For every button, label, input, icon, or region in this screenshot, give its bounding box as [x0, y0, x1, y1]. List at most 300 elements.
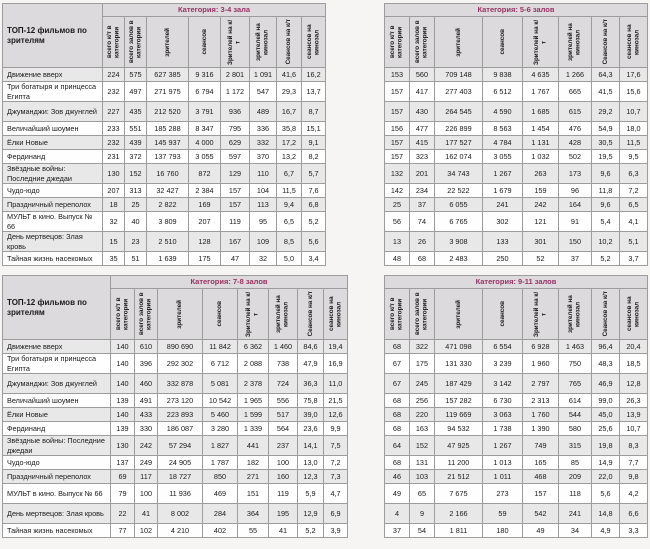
film-row: [3, 136, 326, 150]
data-cell: 4 784: [482, 136, 522, 150]
data-cell: 26: [409, 232, 434, 252]
data-cell: 12,6: [324, 408, 348, 422]
data-cell: 23: [125, 232, 147, 252]
film-row: [384, 436, 647, 456]
column-header-label: зрителей на кинозал: [275, 295, 290, 333]
data-cell: 119 669: [434, 408, 482, 422]
column-header-label: сеансов на кинозал: [327, 296, 343, 332]
data-cell: 9,5: [619, 150, 647, 164]
data-cell: 187 429: [434, 374, 482, 394]
data-cell: 1 011: [482, 470, 522, 484]
film-row: [384, 164, 647, 184]
data-cell: 4 635: [522, 68, 558, 82]
data-cell: 850: [203, 470, 238, 484]
column-header-label: зрителей: [454, 27, 462, 57]
data-cell: 41,6: [277, 68, 302, 82]
data-cell: 157: [522, 484, 558, 504]
data-cell: 250: [482, 252, 522, 266]
data-cell: 4,9: [591, 524, 619, 538]
column-header-label: сеансов на кинозал: [625, 24, 641, 60]
data-cell: 19,4: [324, 340, 348, 354]
film-name: Фердинанд: [3, 422, 111, 436]
data-cell: 2 801: [221, 68, 250, 82]
data-cell: 315: [558, 436, 591, 456]
data-cell: 302: [482, 212, 522, 232]
data-cell: 3,4: [302, 252, 326, 266]
column-header-label: Зрителей на к/т: [227, 19, 242, 65]
data-cell: 140: [111, 340, 135, 354]
data-cell: 709 148: [434, 68, 482, 82]
data-cell: 19,5: [591, 150, 619, 164]
column-header: [158, 289, 203, 340]
data-cell: 2 510: [147, 232, 189, 252]
column-header-label: всего залов в категории: [414, 20, 429, 64]
data-cell: 68: [384, 456, 409, 470]
column-header: [238, 289, 269, 340]
data-cell: 12,9: [298, 504, 324, 524]
data-cell: 39,0: [298, 408, 324, 422]
film-row: [384, 232, 647, 252]
data-cell: 1 172: [221, 82, 250, 102]
data-cell: 133: [482, 232, 522, 252]
column-header-label: сеансов: [216, 301, 224, 327]
data-cell: 137: [111, 456, 135, 470]
data-cell: 12,3: [298, 470, 324, 484]
column-header-label: Сеансов на к/т: [601, 19, 609, 65]
data-cell: 3,3: [619, 524, 647, 538]
film-row: [3, 374, 348, 394]
data-cell: 15: [103, 232, 125, 252]
data-cell: 14,9: [591, 456, 619, 470]
data-cell: 332 878: [158, 374, 203, 394]
data-cell: 75,8: [298, 394, 324, 408]
data-cell: 273 120: [158, 394, 203, 408]
data-cell: 724: [269, 374, 298, 394]
data-cell: 74: [409, 212, 434, 232]
film-row: [3, 484, 348, 504]
data-cell: 3 055: [482, 150, 522, 164]
data-cell: 152: [125, 164, 147, 184]
data-cell: 142: [384, 184, 409, 198]
data-cell: 47,9: [298, 354, 324, 374]
data-cell: 128: [189, 232, 221, 252]
data-cell: 3 908: [434, 232, 482, 252]
data-cell: 159: [522, 184, 558, 198]
column-header: [298, 289, 324, 340]
film-name: Фердинанд: [3, 150, 103, 164]
data-cell: 54: [409, 524, 434, 538]
column-header: [434, 17, 482, 68]
data-cell: 47: [221, 252, 250, 266]
data-cell: 68: [409, 252, 434, 266]
data-cell: 435: [125, 102, 147, 122]
data-cell: 35: [103, 252, 125, 266]
film-row: [3, 470, 348, 484]
data-cell: 32: [250, 252, 277, 266]
data-cell: 242: [135, 436, 158, 456]
data-cell: 2 166: [434, 504, 482, 524]
film-row: [384, 150, 647, 164]
column-header-label: Сеансов на к/т: [306, 291, 314, 337]
film-row: [3, 164, 326, 184]
data-cell: 30,5: [591, 136, 619, 150]
data-cell: 18: [103, 198, 125, 212]
category-label: Категория: 3-4 зала: [103, 4, 326, 17]
column-header-label: всего к/т в категории: [105, 25, 121, 59]
data-cell: 67: [384, 374, 409, 394]
film-name: Праздничный переполох: [3, 470, 111, 484]
column-header-label: всего к/т в категории: [389, 297, 404, 331]
film-row: [384, 354, 647, 374]
data-cell: 6,8: [302, 198, 326, 212]
data-cell: 1 738: [482, 422, 522, 436]
data-cell: 226 899: [434, 122, 482, 136]
data-cell: 100: [135, 484, 158, 504]
data-cell: 11,8: [591, 184, 619, 198]
data-cell: 10,7: [619, 102, 647, 122]
data-cell: 131 330: [434, 354, 482, 374]
column-header-label: Сеансов на к/т: [601, 291, 609, 337]
film-row: [3, 354, 348, 374]
data-cell: 25: [125, 198, 147, 212]
data-cell: 9,9: [324, 422, 348, 436]
data-cell: 1 463: [558, 340, 591, 354]
data-cell: 17,6: [619, 68, 647, 82]
data-cell: 629: [221, 136, 250, 150]
film-name: МУЛЬТ в кино. Выпуск № 66: [3, 212, 103, 232]
column-header-label: зрителей на кинозал: [567, 23, 582, 61]
data-cell: 738: [269, 354, 298, 374]
data-cell: 2 483: [434, 252, 482, 266]
film-row: [384, 122, 647, 136]
data-cell: 220: [409, 408, 434, 422]
data-cell: 224: [103, 68, 125, 82]
film-row: [384, 252, 647, 266]
data-cell: 157: [221, 198, 250, 212]
column-header-label: сеансов: [498, 301, 506, 327]
data-cell: 1 032: [522, 150, 558, 164]
data-cell: 5,0: [277, 252, 302, 266]
data-cell: 502: [558, 150, 591, 164]
data-cell: 245: [409, 374, 434, 394]
data-cell: 9: [409, 504, 434, 524]
data-cell: 49: [384, 484, 409, 504]
data-cell: 160: [269, 470, 298, 484]
film-name: Джуманджи: Зов джунглей: [3, 102, 103, 122]
film-row: [384, 212, 647, 232]
table-category-9-11-halls: [384, 275, 648, 538]
data-cell: 301: [522, 232, 558, 252]
data-cell: 6 362: [238, 340, 269, 354]
film-name: Звёздные войны: Последние джедаи: [3, 436, 111, 456]
data-cell: 68: [384, 340, 409, 354]
film-row: [384, 456, 647, 470]
data-cell: 150: [558, 232, 591, 252]
data-cell: 207: [103, 184, 125, 198]
data-cell: 6 712: [203, 354, 238, 374]
data-cell: 284: [203, 504, 238, 524]
film-row: [384, 504, 647, 524]
data-cell: 765: [558, 374, 591, 394]
data-cell: 489: [250, 102, 277, 122]
data-cell: 139: [111, 394, 135, 408]
data-cell: 14,1: [298, 436, 324, 456]
data-cell: 9 838: [482, 68, 522, 82]
data-cell: 157: [384, 82, 409, 102]
data-cell: 263: [522, 164, 558, 184]
column-header: [482, 17, 522, 68]
data-cell: 6 512: [482, 82, 522, 102]
data-cell: 65: [409, 484, 434, 504]
data-cell: 41: [135, 504, 158, 524]
column-header: [434, 289, 482, 340]
data-cell: 242: [522, 198, 558, 212]
film-name: Тайная жизнь насекомых: [3, 524, 111, 538]
data-cell: 17,2: [277, 136, 302, 150]
film-name: Ёлки Новые: [3, 136, 103, 150]
data-cell: 15,6: [619, 82, 647, 102]
column-header: [221, 17, 250, 68]
column-header: [409, 289, 434, 340]
category-row: [3, 4, 326, 17]
data-cell: 890 690: [158, 340, 203, 354]
data-cell: 9,4: [277, 198, 302, 212]
column-header: [324, 289, 348, 340]
data-cell: 186 087: [158, 422, 203, 436]
data-cell: 292 302: [158, 354, 203, 374]
data-cell: 46,9: [591, 374, 619, 394]
data-cell: 140: [111, 374, 135, 394]
data-cell: 180: [482, 524, 522, 538]
data-cell: 5,9: [298, 484, 324, 504]
data-cell: 2 384: [189, 184, 221, 198]
data-cell: 151: [238, 484, 269, 504]
data-cell: 8,5: [277, 232, 302, 252]
category-label: Категория: 9-11 залов: [384, 276, 647, 289]
data-cell: 21,5: [324, 394, 348, 408]
data-cell: 8 002: [158, 504, 203, 524]
data-cell: 140: [111, 408, 135, 422]
data-cell: 110: [250, 164, 277, 184]
data-cell: 52: [522, 252, 558, 266]
data-cell: 15,1: [302, 122, 326, 136]
data-cell: 139: [111, 422, 135, 436]
film-row: [3, 408, 348, 422]
data-cell: 1 131: [522, 136, 558, 150]
data-cell: 749: [522, 436, 558, 456]
data-cell: 56: [384, 212, 409, 232]
column-header: [591, 17, 619, 68]
film-row: [3, 82, 326, 102]
data-cell: 13,7: [302, 82, 326, 102]
film-name: Чудо-юдо: [3, 184, 103, 198]
data-cell: 46: [384, 470, 409, 484]
data-cell: 16,2: [302, 68, 326, 82]
data-cell: 2 797: [522, 374, 558, 394]
data-cell: 47 925: [434, 436, 482, 456]
data-cell: 491: [135, 394, 158, 408]
data-cell: 560: [409, 68, 434, 82]
data-cell: 241: [558, 504, 591, 524]
data-cell: 3 142: [482, 374, 522, 394]
row-header-title: ТОП-12 фильмов по зрителям: [3, 4, 103, 68]
data-cell: 556: [269, 394, 298, 408]
data-cell: 575: [125, 68, 147, 82]
data-cell: 13: [384, 232, 409, 252]
data-cell: 7,5: [324, 436, 348, 456]
table-category-5-6-halls: [384, 3, 648, 266]
column-header: [277, 17, 302, 68]
data-cell: 6,5: [277, 212, 302, 232]
data-cell: 233: [103, 122, 125, 136]
data-cell: 3 055: [189, 150, 221, 164]
data-cell: 8 563: [482, 122, 522, 136]
data-cell: 4 590: [482, 102, 522, 122]
data-cell: 564: [269, 422, 298, 436]
column-header-label: всего к/т в категории: [389, 25, 404, 59]
data-cell: 14,8: [591, 504, 619, 524]
column-header-label: сеансов на кинозал: [625, 296, 641, 332]
film-row: [3, 232, 326, 252]
data-cell: 665: [558, 82, 591, 102]
data-cell: 29,2: [591, 102, 619, 122]
data-cell: 6 928: [522, 340, 558, 354]
data-cell: 542: [522, 504, 558, 524]
data-cell: 264 545: [434, 102, 482, 122]
data-cell: 156: [384, 122, 409, 136]
column-header: [189, 17, 221, 68]
data-cell: 22 522: [434, 184, 482, 198]
film-row: [384, 340, 647, 354]
data-cell: 9,6: [591, 198, 619, 212]
film-name: День мертвецов: Злая кровь: [3, 232, 103, 252]
film-name: Праздничный переполох: [3, 198, 103, 212]
data-cell: 13,2: [277, 150, 302, 164]
data-cell: 77: [111, 524, 135, 538]
film-row: [384, 422, 647, 436]
data-cell: 49: [522, 524, 558, 538]
data-cell: 1 266: [558, 68, 591, 82]
column-header: [302, 17, 326, 68]
data-cell: 6 055: [434, 198, 482, 212]
data-cell: 6 730: [482, 394, 522, 408]
data-cell: 8 347: [189, 122, 221, 136]
column-header-row: [384, 289, 647, 340]
data-cell: 610: [135, 340, 158, 354]
data-cell: 119: [221, 212, 250, 232]
data-cell: 7,2: [619, 184, 647, 198]
data-cell: 1 339: [238, 422, 269, 436]
data-cell: 3,7: [619, 252, 647, 266]
column-header: [619, 17, 647, 68]
film-name: Величайший шоумен: [3, 394, 111, 408]
data-cell: 322: [409, 340, 434, 354]
data-cell: 119: [269, 484, 298, 504]
data-cell: 232: [103, 82, 125, 102]
data-cell: 517: [269, 408, 298, 422]
column-header-label: зрителей: [176, 299, 184, 329]
data-cell: 37: [384, 524, 409, 538]
column-header-label: Зрителей на к/т: [532, 19, 548, 65]
film-name: Движение вверх: [3, 340, 111, 354]
data-cell: 130: [103, 164, 125, 184]
data-cell: 20,4: [619, 340, 647, 354]
film-row: [3, 436, 348, 456]
data-cell: 364: [238, 504, 269, 524]
category-label: Категория: 7-8 залов: [111, 276, 348, 289]
data-cell: 4: [384, 504, 409, 524]
data-cell: 29,3: [277, 82, 302, 102]
data-cell: 1 827: [203, 436, 238, 456]
data-cell: 96: [558, 184, 591, 198]
data-cell: 175: [189, 252, 221, 266]
data-cell: 12,8: [619, 374, 647, 394]
data-cell: 430: [409, 102, 434, 122]
data-cell: 84,6: [298, 340, 324, 354]
data-cell: 167: [221, 232, 250, 252]
data-cell: 476: [558, 122, 591, 136]
data-cell: 11,5: [277, 184, 302, 198]
data-cell: 6,6: [619, 504, 647, 524]
data-cell: 3 791: [189, 102, 221, 122]
data-cell: 152: [409, 436, 434, 456]
data-cell: 1 267: [482, 164, 522, 184]
data-cell: 3,9: [324, 524, 348, 538]
film-row: [3, 340, 348, 354]
data-cell: 471 098: [434, 340, 482, 354]
data-cell: 195: [269, 504, 298, 524]
data-cell: 169: [189, 198, 221, 212]
data-cell: 237: [269, 436, 298, 456]
data-cell: 936: [221, 102, 250, 122]
data-cell: 35,8: [277, 122, 302, 136]
data-cell: 32: [103, 212, 125, 232]
data-cell: 1 390: [522, 422, 558, 436]
data-cell: 7,3: [324, 470, 348, 484]
data-cell: 19,8: [591, 436, 619, 456]
column-header-label: Зрителей на к/т: [532, 291, 548, 337]
data-cell: 55: [238, 524, 269, 538]
data-cell: 5 460: [203, 408, 238, 422]
data-cell: 6,7: [277, 164, 302, 184]
data-cell: 9,8: [619, 470, 647, 484]
data-cell: 330: [135, 422, 158, 436]
data-cell: 627 385: [147, 68, 189, 82]
column-header-label: зрителей: [163, 27, 171, 57]
data-cell: 1 960: [522, 354, 558, 374]
data-cell: 130: [111, 436, 135, 456]
data-cell: 614: [558, 394, 591, 408]
film-row: [384, 484, 647, 504]
data-cell: 5,7: [302, 164, 326, 184]
data-cell: 212 520: [147, 102, 189, 122]
data-cell: 41,5: [591, 82, 619, 102]
data-cell: 113: [250, 198, 277, 212]
data-cell: 1 091: [250, 68, 277, 82]
data-cell: 68: [384, 394, 409, 408]
column-header: [125, 17, 147, 68]
film-row: [3, 122, 326, 136]
film-row: [3, 150, 326, 164]
data-cell: 469: [203, 484, 238, 504]
data-cell: 9,1: [302, 136, 326, 150]
row-header-title: ТОП-12 фильмов по зрителям: [3, 276, 111, 340]
data-cell: 157: [384, 136, 409, 150]
data-cell: 11 936: [158, 484, 203, 504]
film-row: [384, 394, 647, 408]
column-header: [250, 17, 277, 68]
data-cell: 36,3: [298, 374, 324, 394]
